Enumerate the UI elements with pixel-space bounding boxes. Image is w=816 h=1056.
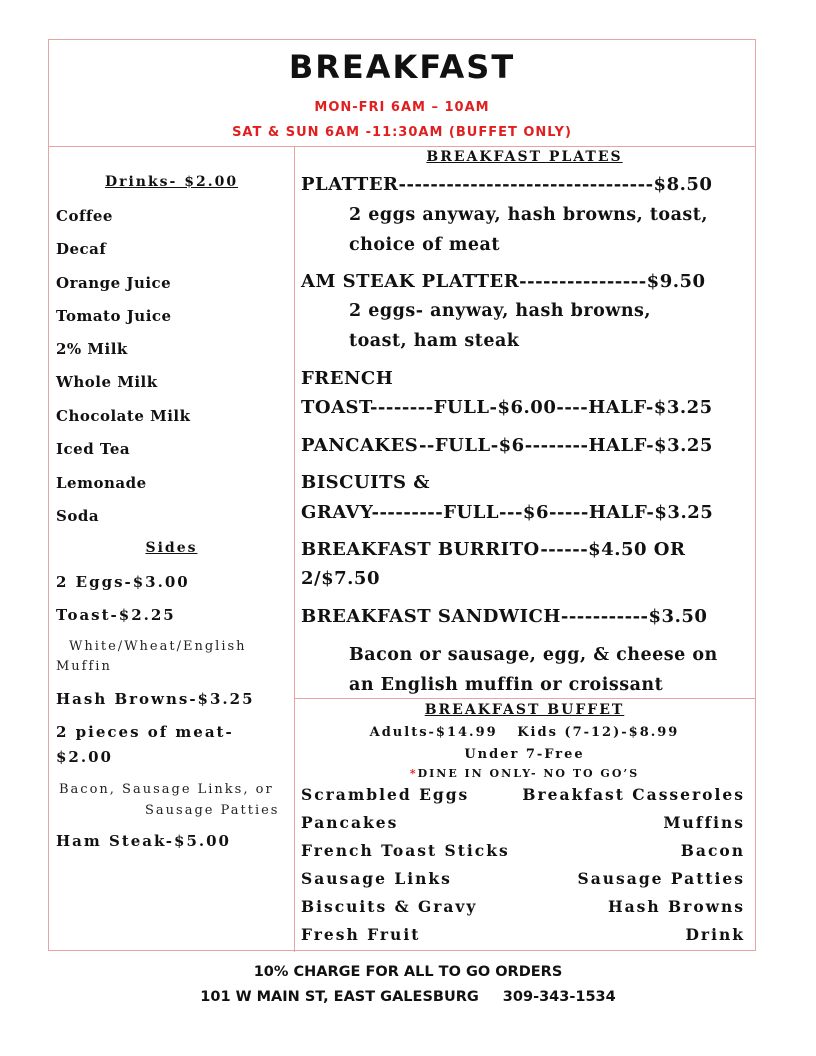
plate-item: 2/$7.50: [301, 568, 380, 589]
buffet-row: [301, 925, 745, 944]
buffet-under7: Under 7-Free: [464, 747, 585, 762]
buffet-item: Breakfast Casseroles: [522, 785, 745, 804]
buffet-item: Muffins: [663, 813, 745, 832]
address: 101 W MAIN ST, EAST GALESBURG: [200, 989, 479, 1005]
buffet-section: [294, 698, 755, 953]
buffet-item: Hash Browns: [607, 897, 745, 916]
plate-desc: 2 eggs anyway, hash browns, toast,: [349, 205, 708, 225]
drink-item: Iced Tea: [56, 440, 131, 458]
plate-item: TOAST--------FULL-$6.00----HALF-$3.25: [301, 397, 713, 418]
drink-item: Chocolate Milk: [56, 407, 191, 425]
buffet-item: Drink: [685, 925, 745, 944]
side-item: $2.00: [56, 748, 113, 766]
side-item: 2 Eggs-$3.00: [56, 573, 190, 591]
side-item: Ham Steak-$5.00: [56, 832, 231, 850]
weekend-hours: SAT & SUN 6AM -11:30AM (BUFFET ONLY): [232, 125, 572, 140]
buffet-item: Sausage Links: [301, 869, 452, 888]
plate-item: PLATTER--------------------------------$8.50: [301, 174, 713, 195]
buffet-item: French Toast Sticks: [301, 841, 510, 860]
buffet-item: Sausage Patties: [577, 869, 745, 888]
drinks-title: Drinks- $2.00: [104, 174, 239, 190]
to-go-charge: 10% CHARGE FOR ALL TO GO ORDERS: [253, 964, 563, 980]
side-note: Muffin: [56, 659, 112, 674]
asterisk: *: [409, 767, 418, 780]
plate-desc: 2 eggs- anyway, hash browns,: [349, 301, 651, 321]
drink-item: 2% Milk: [56, 340, 128, 358]
drink-item: Whole Milk: [56, 373, 158, 391]
menu-frame: [48, 39, 756, 951]
plate-item: BREAKFAST BURRITO------$4.50 OR: [301, 539, 686, 560]
plate-desc: an English muffin or croissant: [349, 675, 664, 695]
left-column: [49, 146, 295, 952]
plate-desc: choice of meat: [349, 235, 500, 255]
buffet-item: Bacon: [680, 841, 745, 860]
sides-title: Sides: [145, 540, 198, 556]
buffet-row: [301, 841, 745, 860]
side-item: Toast-$2.25: [56, 606, 176, 624]
plate-desc: toast, ham steak: [349, 331, 520, 351]
page-title: BREAKFAST: [288, 48, 516, 86]
buffet-row: [301, 813, 745, 832]
buffet-dine-in: [294, 767, 755, 780]
buffet-row: [301, 785, 745, 804]
plate-item: AM STEAK PLATTER----------------$9.50: [301, 271, 706, 292]
side-item: Hash Browns-$3.25: [56, 690, 255, 708]
plate-item: BISCUITS &: [301, 472, 430, 493]
side-note: Bacon, Sausage Links, or: [59, 782, 274, 797]
plate-item: GRAVY---------FULL---$6-----HALF-$3.25: [301, 502, 714, 523]
drink-item: Decaf: [56, 240, 107, 258]
plate-desc: Bacon or sausage, egg, & cheese on: [349, 645, 718, 665]
drink-item: Lemonade: [56, 474, 147, 492]
plate-item: FRENCH: [301, 368, 394, 389]
buffet-row: [301, 897, 745, 916]
buffet-item: Scrambled Eggs: [301, 785, 470, 804]
buffet-row: [301, 869, 745, 888]
address-line: [0, 989, 816, 1005]
drink-item: Coffee: [56, 207, 113, 225]
dine-in-text: DINE IN ONLY- NO TO GO’S: [417, 767, 640, 780]
buffet-item: Biscuits & Gravy: [301, 897, 478, 916]
weekday-hours: MON-FRI 6AM – 10AM: [314, 100, 490, 115]
side-item: 2 pieces of meat-: [56, 723, 234, 741]
plates-title: BREAKFAST PLATES: [426, 149, 623, 165]
plate-item: BREAKFAST SANDWICH-----------$3.50: [301, 606, 708, 627]
drink-item: Soda: [56, 507, 100, 525]
plate-item: PANCAKES--FULL-$6--------HALF-$3.25: [301, 435, 713, 456]
buffet-prices: Adults-$14.99 Kids (7-12)-$8.99: [369, 725, 680, 740]
menu-header: [49, 40, 755, 147]
buffet-title: BREAKFAST BUFFET: [424, 702, 625, 718]
side-note: White/Wheat/English: [69, 639, 247, 654]
drink-item: Orange Juice: [56, 274, 172, 292]
phone-number: 309-343-1534: [502, 989, 616, 1005]
side-note: Sausage Patties: [145, 803, 280, 818]
buffet-item: Pancakes: [301, 813, 399, 832]
drink-item: Tomato Juice: [56, 307, 172, 325]
buffet-item: Fresh Fruit: [301, 925, 421, 944]
right-column: [294, 146, 755, 952]
